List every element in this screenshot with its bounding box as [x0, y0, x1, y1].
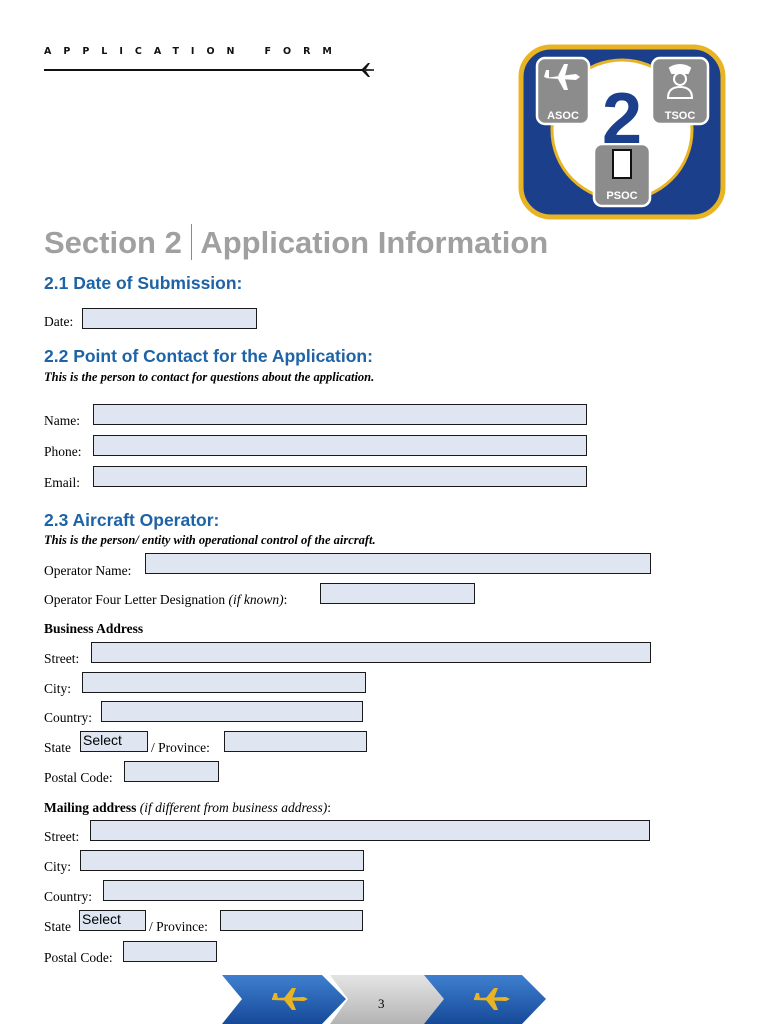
date-label: Date: [44, 314, 74, 329]
business-city-field[interactable] [82, 672, 366, 693]
badge-number: 2 [601, 79, 643, 159]
mailing-province-field[interactable] [220, 910, 363, 931]
contact-phone-label: Phone: [44, 444, 82, 459]
section-name: Application Information [200, 225, 549, 260]
date-field[interactable] [82, 308, 257, 329]
business-state-select[interactable]: Select [80, 731, 148, 752]
business-postal-label: Postal Code: [44, 770, 113, 785]
mailing-province-label: / Province: [149, 919, 208, 934]
contact-name-label: Name: [44, 413, 80, 428]
mailing-hint: (if different from business address) [139, 800, 328, 815]
mailing-city-label: City: [44, 859, 72, 874]
contact-note: This is the person to contact for questions about the application. [44, 370, 375, 384]
header-word-form: FORM [264, 46, 344, 57]
page-number: 3 [378, 996, 385, 1011]
section-number: Section 2 [44, 225, 182, 260]
header-airplane-icon [356, 63, 374, 77]
contact-email-field[interactable] [93, 466, 587, 487]
business-street-field[interactable] [91, 642, 651, 663]
mailing-street-label: Street: [44, 829, 80, 844]
mailing-country-label: Country: [44, 889, 93, 904]
mailing-state-select[interactable]: Select [79, 910, 146, 931]
title-divider [191, 224, 193, 260]
psoc-label: PSOC [606, 190, 638, 202]
designation-colon: : [283, 592, 288, 607]
business-city-label: City: [44, 681, 72, 696]
asoc-label: ASOC [547, 110, 579, 122]
mailing-country-field[interactable] [103, 880, 364, 901]
header-word-application: APPLICATION [44, 46, 247, 57]
subheading-aircraft-operator: 2.3 Aircraft Operator: [44, 510, 220, 530]
section-title [44, 224, 548, 261]
business-province-label: / Province: [151, 740, 210, 755]
business-street-label: Street: [44, 651, 80, 666]
operator-name-label: Operator Name: [44, 563, 132, 578]
contact-name-field[interactable] [93, 404, 587, 425]
operator-designation-field[interactable] [320, 583, 475, 604]
mailing-heading-text: Mailing address [44, 800, 137, 815]
mailing-colon: : [327, 800, 332, 815]
business-province-field[interactable] [224, 731, 367, 752]
subheading-date-of-submission: 2.1 Date of Submission: [44, 273, 243, 293]
operator-name-field[interactable] [145, 553, 651, 574]
business-country-field[interactable] [101, 701, 363, 722]
designation-hint: (if known) [228, 592, 284, 607]
business-postal-field[interactable] [124, 761, 219, 782]
contact-email-label: Email: [44, 475, 80, 490]
mailing-state-label: State [44, 919, 71, 934]
designation-label-text: Operator Four Letter Designation [44, 592, 229, 607]
mailing-city-field[interactable] [80, 850, 364, 871]
section-badge-logo [518, 44, 726, 220]
operator-note: This is the person/ entity with operational control of the aircraft. [44, 533, 376, 547]
mailing-street-field[interactable] [90, 820, 650, 841]
form-header-label [44, 46, 344, 57]
header-airplane-rule [44, 63, 374, 77]
contact-phone-field[interactable] [93, 435, 587, 456]
subheading-point-of-contact: 2.2 Point of Contact for the Application: [44, 346, 373, 366]
tsoc-label: TSOC [664, 110, 696, 122]
business-address-heading: Business Address [44, 621, 144, 636]
business-country-label: Country: [44, 710, 93, 725]
mailing-address-heading [44, 800, 331, 816]
business-state-label: State [44, 740, 71, 755]
operator-designation-label [44, 592, 287, 608]
footer-chevron-nav [222, 975, 548, 1024]
mailing-postal-label: Postal Code: [44, 950, 113, 965]
mailing-postal-field[interactable] [123, 941, 217, 962]
